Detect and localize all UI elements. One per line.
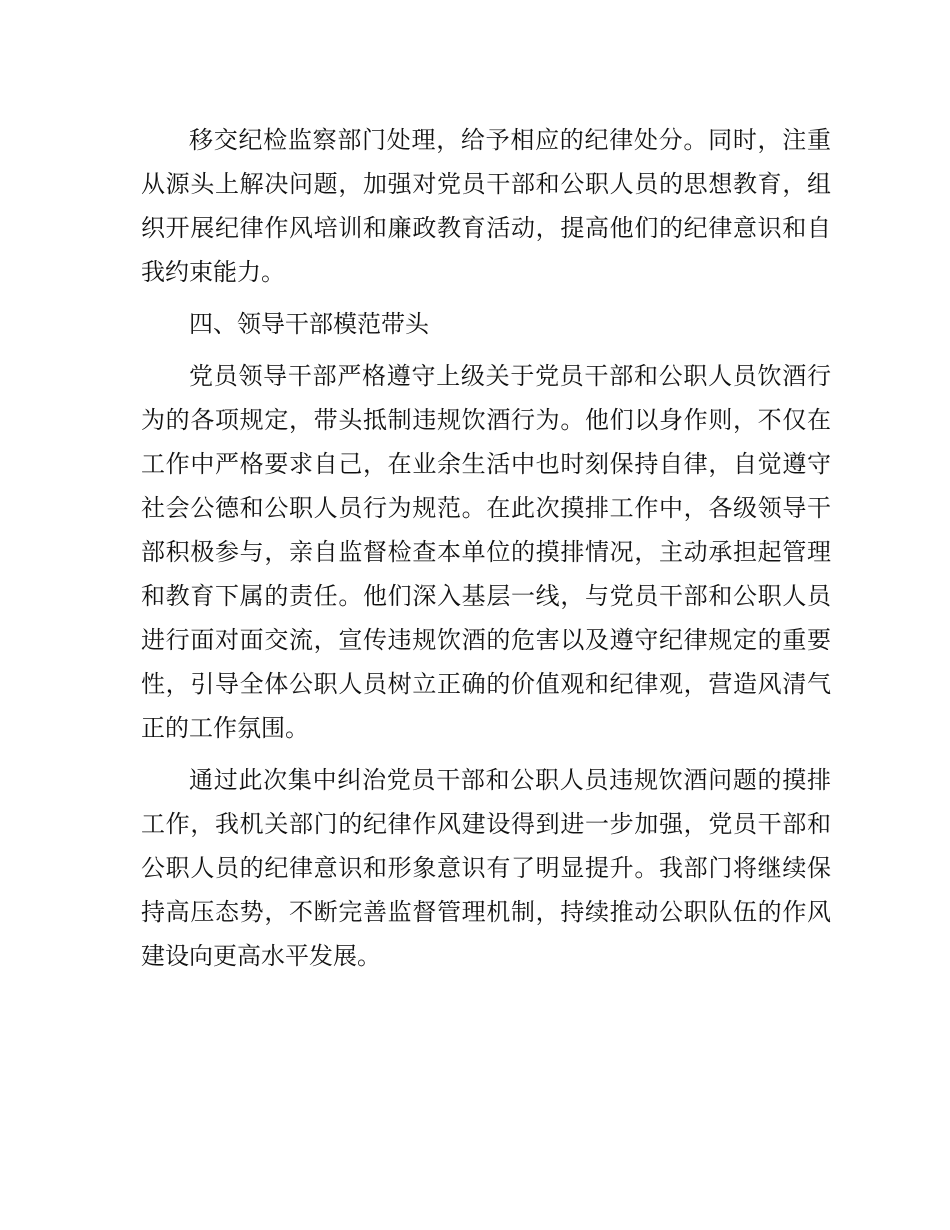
- paragraph-conclusion: 通过此次集中纠治党员干部和公职人员违规饮酒问题的摸排工作，我机关部门的纪律作风建设得到进一步加强，党员干部和公职人员的纪律意识和形象意识有了明显提升。我部门将继续保持高压态势，不断完善监督管理机制，持续推动公职队伍的作风建设向更高水平发展。: [141, 766, 831, 970]
- section-heading-leaders: 四、领导干部模范带头: [189, 310, 429, 338]
- paragraph-leaders-example: 党员领导干部严格遵守上级关于党员干部和公职人员饮酒行为的各项规定，带头抵制违规饮酒行为。他们以身作则，不仅在工作中严格要求自己，在业余生活中也时刻保持自律，自觉遵守社会公德和公职人员行为规范。在此次摸排工作中，各级领导干部积极参与，亲自监督检查本单位的摸排情况，主动承担起管理和教育下属的责任。他们深入基层一线，与党员干部和公职人员进行面对面交流，宣传违规饮酒的危害以及遵守纪律规定的重要性，引导全体公职人员树立正确的价值观和纪律观，营造风清气正的工作氛围。: [141, 362, 831, 742]
- paragraph-discipline-handling: 移交纪检监察部门处理，给予相应的纪律处分。同时，注重从源头上解决问题，加强对党员干部和公职人员的思想教育，组织开展纪律作风培训和廉政教育活动，提高他们的纪律意识和自我约束能力。: [141, 126, 831, 286]
- document-body: [141, 118, 831, 986]
